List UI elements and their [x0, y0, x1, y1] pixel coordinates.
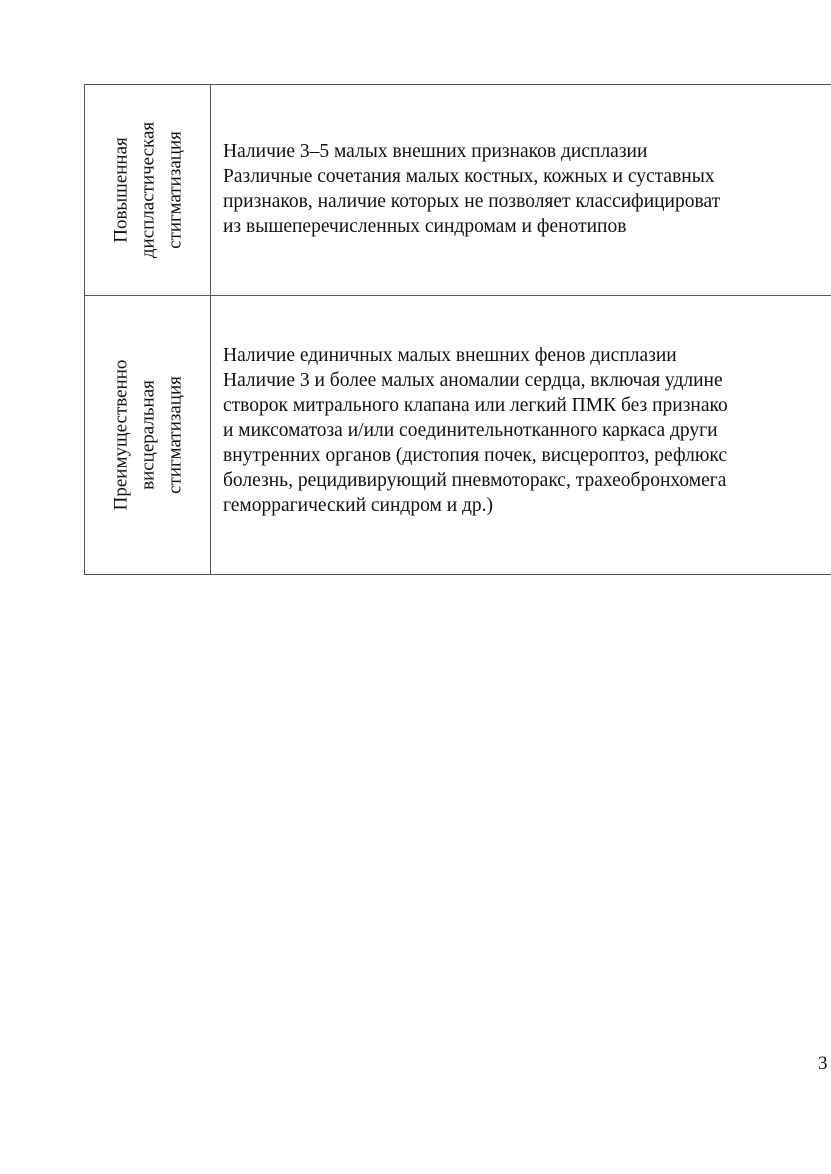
- row-label-cell: [85, 85, 211, 295]
- content-line: болезнь, рецидивирующий пневмоторакс, трахеобронхомега: [223, 470, 727, 491]
- stigmatization-table: [84, 84, 831, 575]
- row-content-cell: [223, 296, 831, 574]
- row-label: [107, 360, 188, 511]
- page-number: 3: [818, 1053, 828, 1074]
- table-row: [84, 296, 831, 575]
- row-content-cell: [223, 85, 831, 295]
- content-line: из вышеперечисленных синдромам и фенотипов: [223, 216, 627, 237]
- table-row: [84, 85, 831, 296]
- row-label-line: висцеральная: [137, 380, 158, 490]
- row-label-line: стигматизация: [164, 131, 185, 249]
- content-line: внутренних органов (дистопия почек, висцероптоз, рефлюкс: [223, 445, 728, 466]
- content-line: Наличие 3 и более малых аномалии сердца, включая удлине: [223, 370, 723, 391]
- row-label-line: диспластическая: [137, 121, 158, 259]
- content-line: Наличие 3–5 малых внешних признаков дисплазии: [223, 141, 648, 162]
- content-line: Различные сочетания малых костных, кожных и суставных: [223, 166, 715, 187]
- content-line: признаков, наличие которых не позволяет классифицироват: [223, 191, 721, 212]
- row-label-cell: [85, 296, 211, 574]
- content-line: геморрагический синдром и др.): [223, 495, 494, 516]
- content-line: створок митрального клапана или легкий ПМК без признако: [223, 395, 728, 416]
- row-label-line: стигматизация: [164, 376, 185, 494]
- content-line: Наличие единичных малых внешних фенов дисплазии: [223, 345, 677, 366]
- row-label: [107, 122, 188, 258]
- content-line: и миксоматоза и/или соединительнотканного каркаса други: [223, 420, 718, 441]
- row-label-line: Преимущественно: [110, 359, 131, 511]
- row-label-line: Повышенная: [110, 137, 131, 243]
